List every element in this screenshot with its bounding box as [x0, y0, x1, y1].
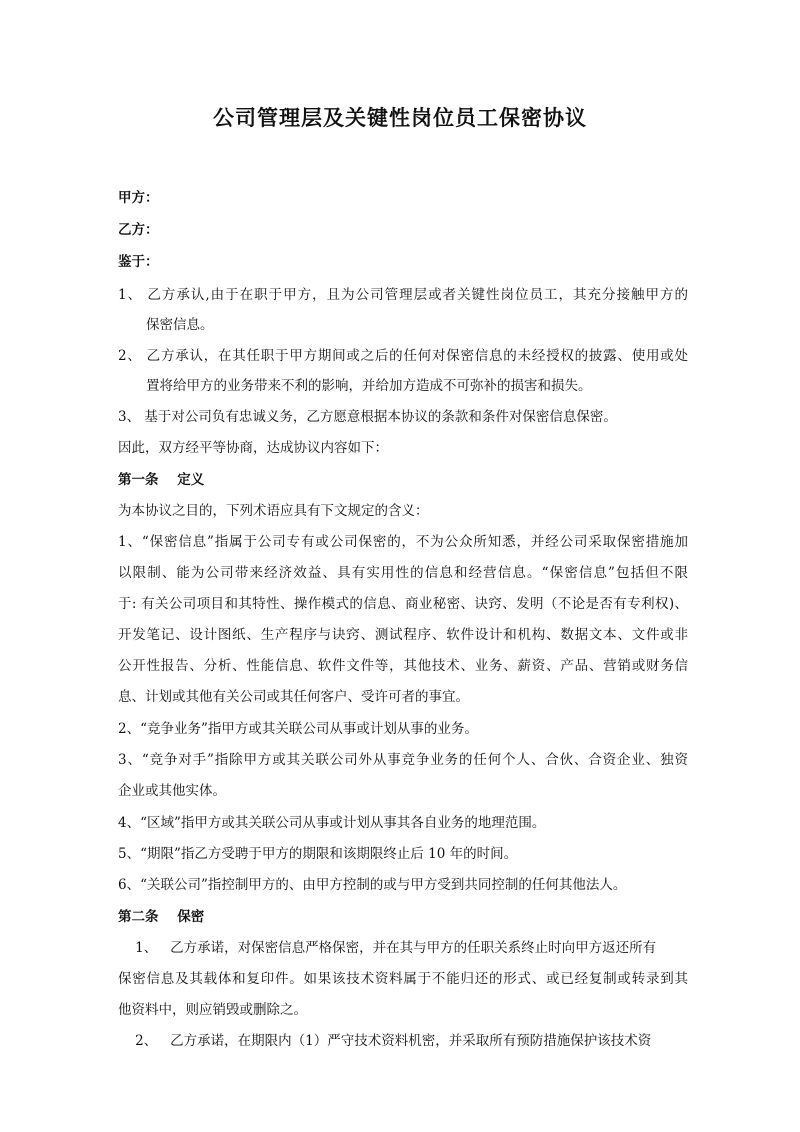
- definition-1-line-5: 公开性报告、分析、性能信息、软件文件等，其他技术、业务、薪资、产品、营销或财务信: [118, 658, 688, 674]
- article-1-heading: 第一条 定义: [118, 472, 205, 488]
- definition-3-line-1: 3、“竞争对手”指除甲方或其关联公司外从事竞争业务的任何个人、合伙、合资企业、独资: [118, 752, 688, 768]
- article-2-clause-1-line-2: 保密信息及其载体和复印件。如果该技术资料属于不能归还的形式、或已经复制或转录到其: [118, 971, 688, 987]
- definition-3-line-2: 企业或其他实体。: [118, 783, 226, 799]
- therefore-line: 因此，双方经平等协商，达成协议内容如下：: [118, 440, 388, 456]
- party-a-label: 甲方：: [118, 190, 159, 206]
- article-1-intro: 为本协议之目的，下列术语应具有下文规定的含义：: [118, 503, 429, 519]
- definition-1-line-2: 以限制、能为公司带来经济效益、具有实用性的信息和经营信息。“保密信息”包括但不限: [118, 565, 688, 581]
- article-2-clause-1-line-3: 他资料中，则应销毁或删除之。: [118, 1002, 307, 1018]
- recital-2-line-1: 2、 乙方承认，在其任职于甲方期间或之后的任何对保密信息的未经授权的披露、使用或处: [118, 348, 688, 364]
- document-title: 公司管理层及关键性岗位员工保密协议: [213, 105, 587, 130]
- party-b-label: 乙方：: [118, 222, 159, 238]
- definition-1-line-3: 于: 有关公司项目和其特性、操作模式的信息、商业秘密、诀窍、发明（不论是否有专利权)、: [118, 596, 688, 612]
- recital-2-line-2: 置将给甲方的业务带来不利的影响，并给加方造成不可弥补的损害和损失。: [146, 378, 592, 394]
- article-2-clause-1-line-1: 1、 乙方承诺，对保密信息严格保密，并在其与甲方的任职关系终止时向甲方返还所有: [118, 940, 657, 956]
- whereas-label: 鉴于：: [118, 254, 159, 270]
- definition-2: 2、“竞争业务”指甲方或其关联公司从事或计划从事的业务。: [118, 721, 478, 737]
- definition-1-line-4: 开发笔记、设计图纸、生产程序与诀窍、测试程序、软件设计和机构、数据文本、文件或非: [118, 627, 688, 643]
- recital-1-line-2: 保密信息。: [146, 317, 214, 333]
- definition-1-line-1: 1、“保密信息”指属于公司专有或公司保密的，不为公众所知悉，并经公司采取保密措施加: [118, 534, 688, 550]
- definition-1-line-6: 息、计划或其他有关公司或其任何客户、受许可者的事宜。: [118, 689, 469, 705]
- definition-4: 4、“区域”指甲方或其关联公司从事或计划从事其各自业务的地理范围。: [118, 815, 546, 831]
- recital-1-line-1: 1、 乙方承认,由于在职于甲方，且为公司管理层或者关键性岗位员工，其充分接触甲方的: [118, 287, 688, 303]
- article-2-clause-2-line-1: 2、 乙方承诺，在期限内（1）严守技术资料机密，并采取所有预防措施保护该技术资: [118, 1033, 652, 1049]
- definition-5: 5、“期限”指乙方受聘于甲方的期限和该期限终止后 10 年的时间。: [118, 846, 518, 862]
- article-2-heading: 第二条 保密: [118, 909, 205, 925]
- recital-3: 3、 基于对公司负有忠诚义务，乙方愿意根据本协议的条款和条件对保密信息保密。: [118, 409, 617, 425]
- definition-6: 6、“关联公司”指控制甲方的、由甲方控制的或与甲方受到共同控制的任何其他法人。: [118, 877, 627, 893]
